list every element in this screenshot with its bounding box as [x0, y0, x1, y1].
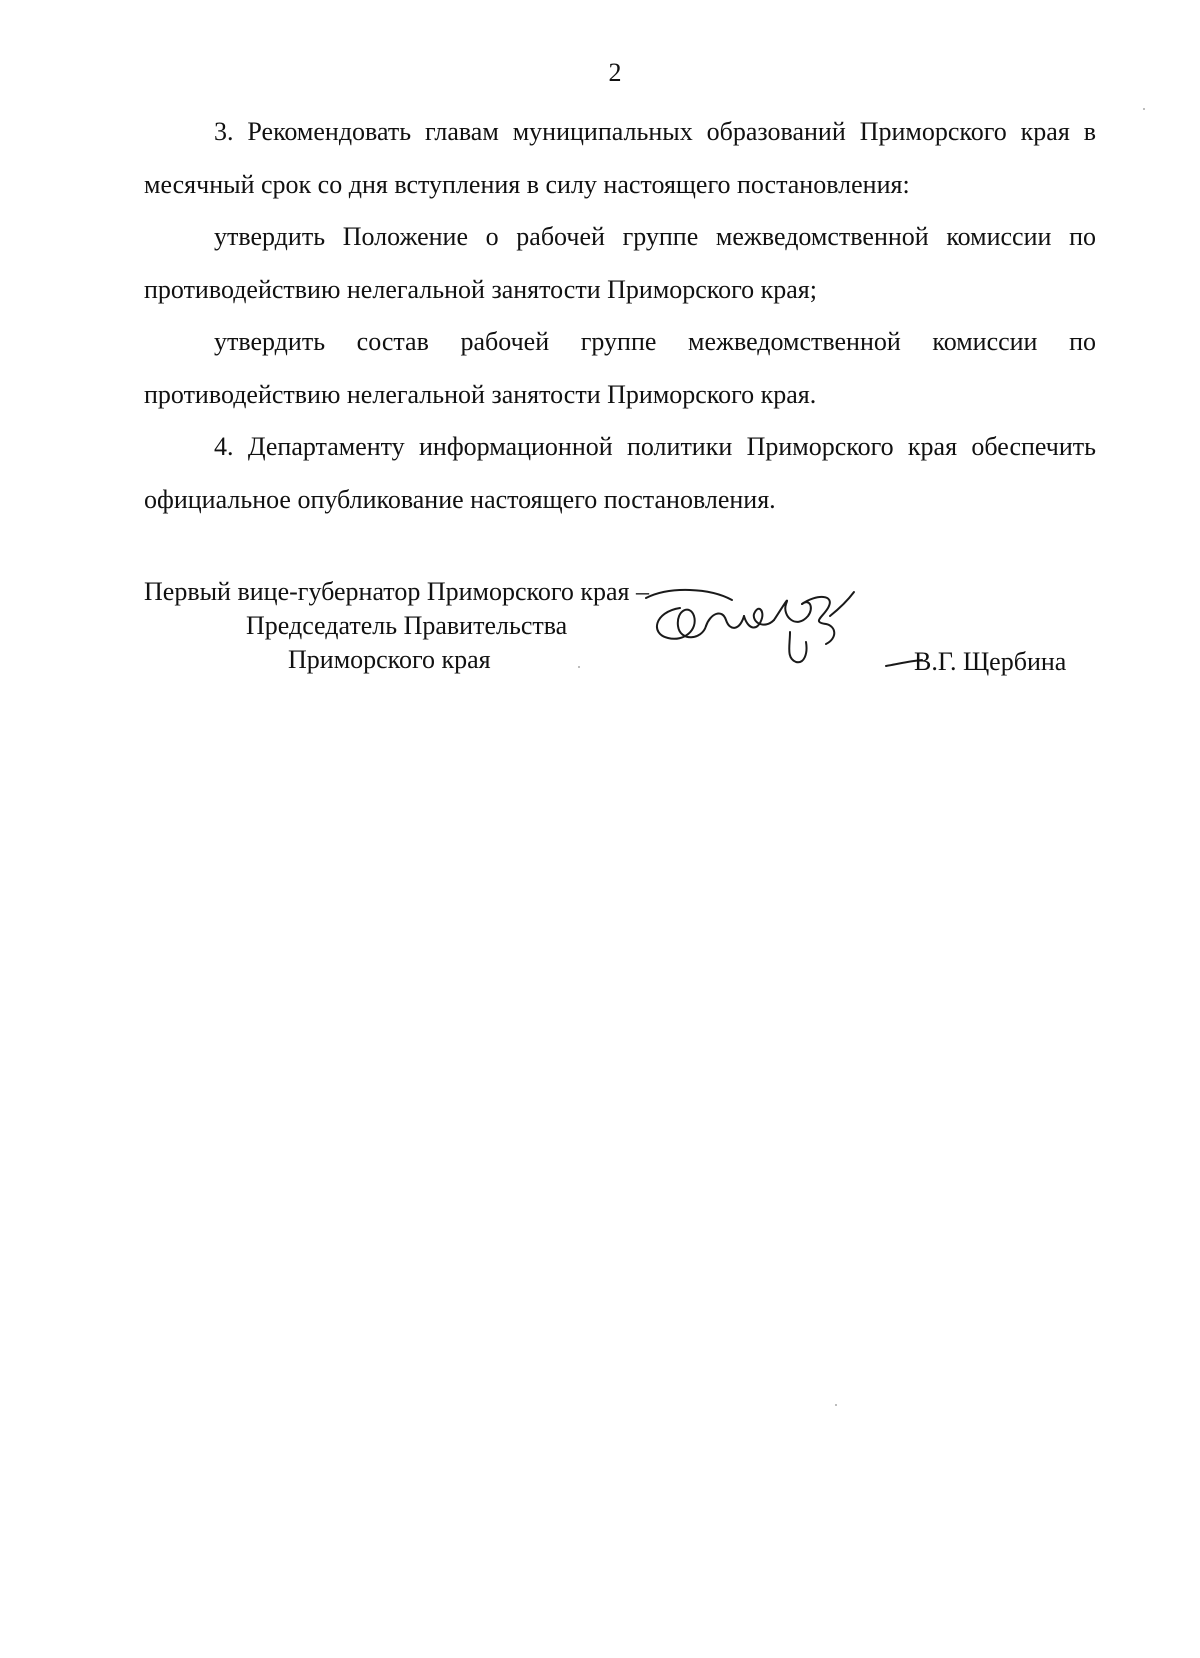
signatory-title-line-2: Председатель Правительства — [246, 611, 568, 640]
document-body — [144, 106, 1096, 526]
paragraph-recommendation: 3. Рекомендовать главам муниципальных образований Приморского края в месячный срок со дня вступления в силу настоящего постановления: — [144, 117, 1096, 199]
scan-artifact-dot — [578, 666, 580, 668]
paragraph-approve-regulation: утвердить Положение о рабочей группе межведомственной комиссии по противодействию нелегальной занятости Приморского края; — [144, 222, 1096, 304]
signatory-name: В.Г. Щербина — [914, 647, 1067, 676]
page-number: 2 — [608, 58, 622, 87]
signatory-title-line-1: Первый вице-губернатор Приморского края – — [144, 577, 649, 606]
paragraph-publication: 4. Департаменту информационной политики Приморского края обеспечить официальное опубликование настоящего постановления. — [144, 432, 1096, 514]
scan-artifact-dot — [835, 1404, 837, 1406]
scan-artifact-dot — [1143, 108, 1145, 110]
signatory-title-line-3: Приморского края — [288, 645, 491, 674]
signature-block — [144, 576, 1104, 686]
paragraph-approve-composition: утвердить состав рабочей группе межведомственной комиссии по противодействию нелегальной занятости Приморского края. — [144, 327, 1096, 409]
handwritten-signature — [640, 586, 880, 686]
